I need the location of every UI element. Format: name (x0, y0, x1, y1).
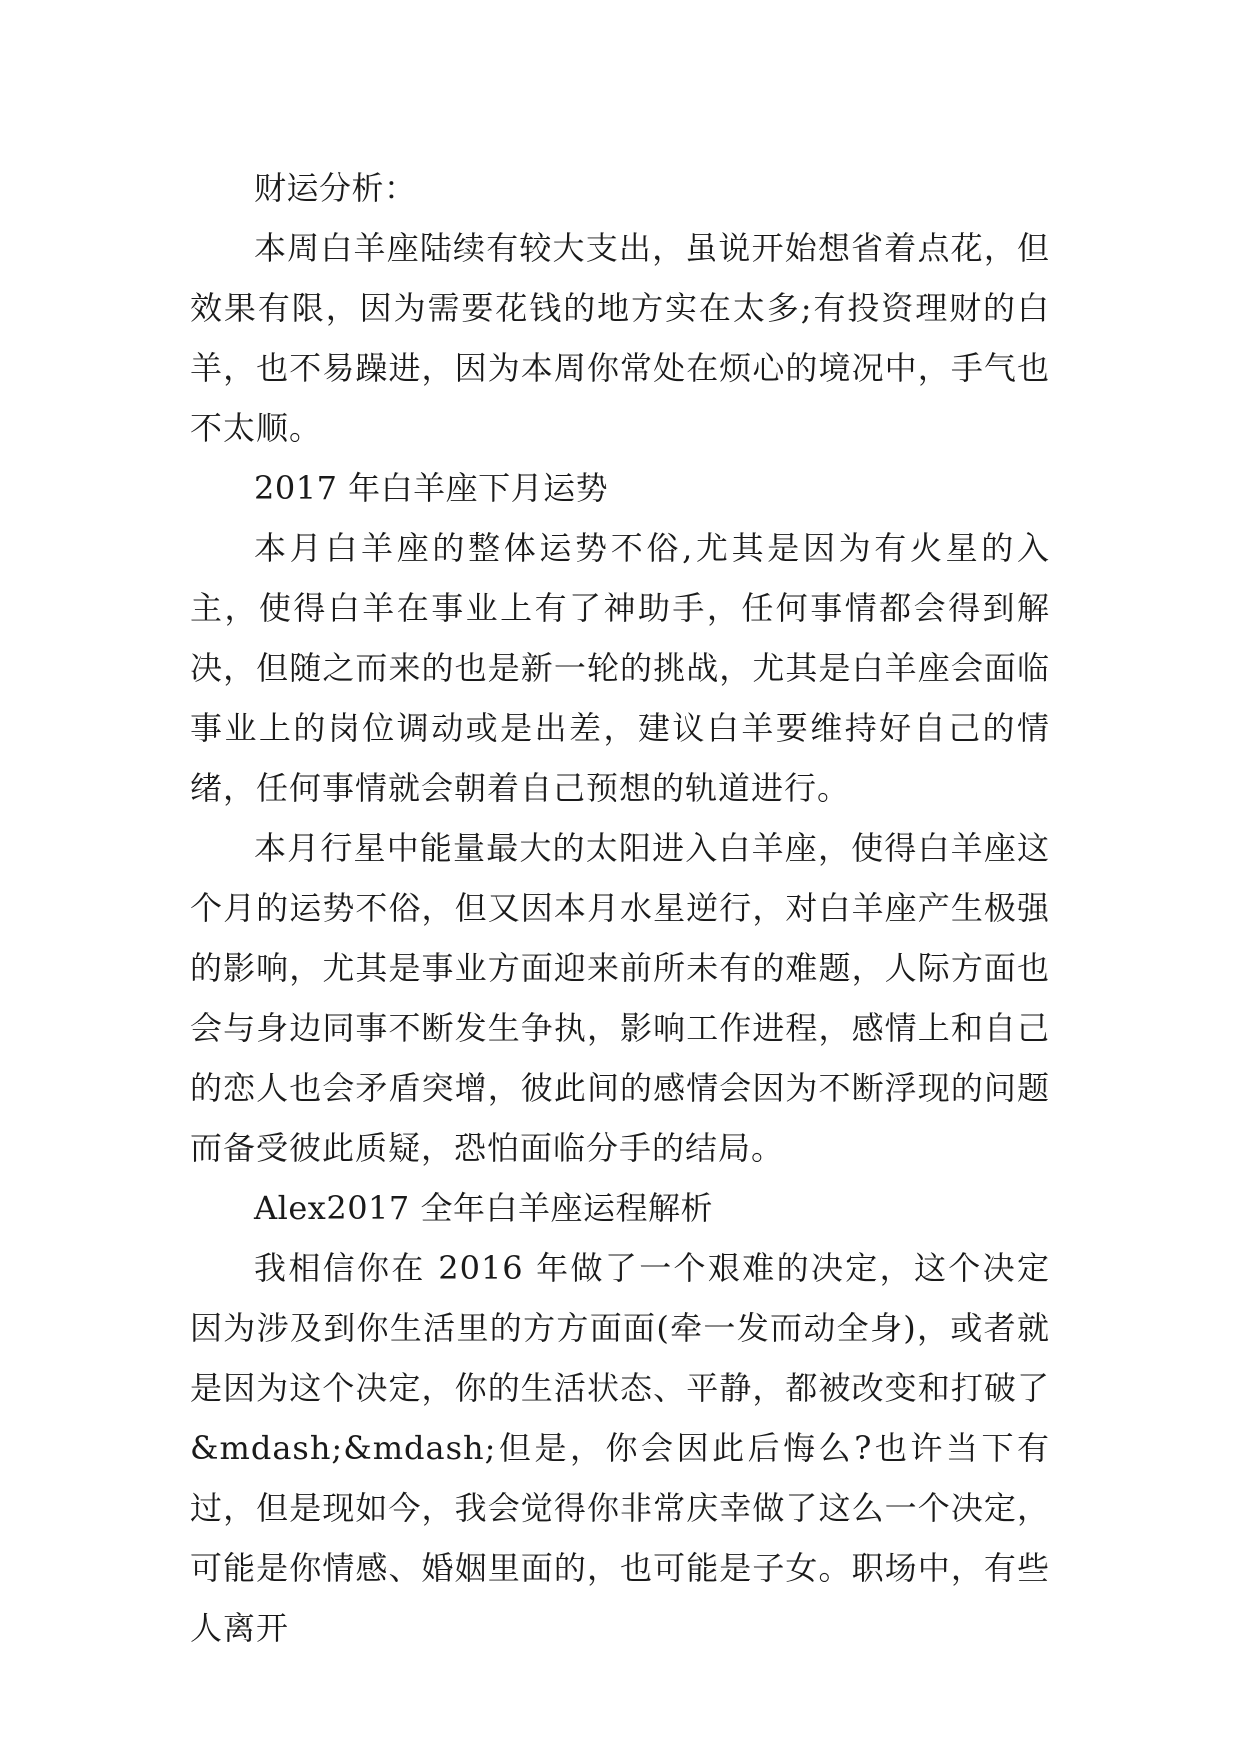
section-heading-next-month: 2017 年白羊座下月运势 (254, 469, 609, 507)
paragraph-next-month-2: 本月行星中能量最大的太阳进入白羊座，使得白羊座这个月的运势不俗，但又因本月水星逆行，对白羊座产生极强的影响，尤其是事业方面迎来前所未有的难题，人际方面也会与身边同事不断发生争执，影响工作进程，感情上和自己的恋人也会矛盾突增，彼此间的感情会因为不断浮现的问题而备受彼此质疑，恐怕面临分手的结局。 (190, 829, 1050, 1167)
section-heading-finance: 财运分析： (254, 169, 417, 207)
paragraph-annual: 我相信你在 2016 年做了一个艰难的决定，这个决定因为涉及到你生活里的方方面面(牵一发而动全身)，或者就是因为这个决定，你的生活状态、平静，都被改变和打破了&mdash;&mdash;但是，你会因此后悔么?也许当下有过，但是现如今，我会觉得你非常庆幸做了这么一个决定，可能是你情感、婚姻里面的，也可能是子女。职场中，有些人离开 (190, 1249, 1050, 1647)
paragraph-finance: 本周白羊座陆续有较大支出，虽说开始想省着点花，但效果有限，因为需要花钱的地方实在太多;有投资理财的白羊，也不易躁进，因为本周你常处在烦心的境况中，手气也不太顺。 (190, 229, 1050, 447)
paragraph-next-month-1: 本月白羊座的整体运势不俗,尤其是因为有火星的入主，使得白羊在事业上有了神助手，任何事情都会得到解决，但随之而来的也是新一轮的挑战，尤其是白羊座会面临事业上的岗位调动或是出差，建议白羊要维持好自己的情绪，任何事情就会朝着自己预想的轨道进行。 (190, 529, 1050, 807)
section-heading-annual: Alex2017 全年白羊座运程解析 (254, 1189, 713, 1227)
document-body (190, 158, 1050, 1658)
